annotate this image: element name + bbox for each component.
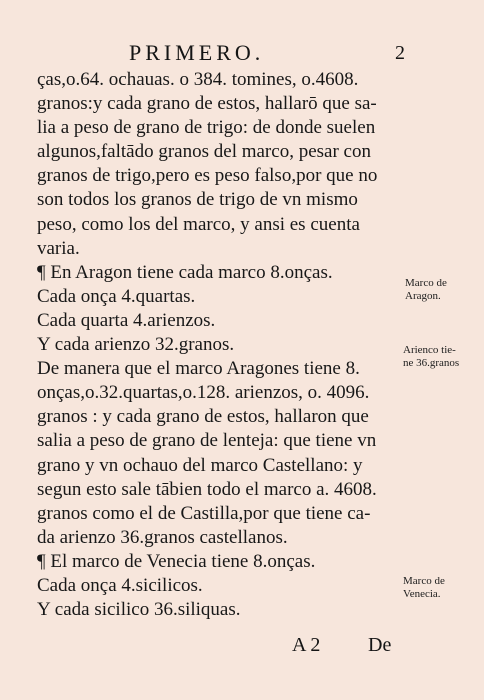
text-line: grano y vn ochauo del marco Castellano: y xyxy=(37,454,363,476)
margin-note-line: ne 36.granos xyxy=(403,357,460,369)
text-line: algunos,faltādo granos del marco, pesar con xyxy=(37,141,371,163)
text-line: Cada quarta 4.arienzos. xyxy=(37,309,216,331)
text-line: salia a peso de grano de lenteja: que tiene vn xyxy=(37,430,377,452)
page-header xyxy=(0,38,484,68)
margin-note-venecia xyxy=(403,575,445,601)
text-line: Y cada arienzo 32.granos. xyxy=(37,334,235,356)
folio-number: 2 xyxy=(395,42,405,64)
margin-note-line: Aragon. xyxy=(405,290,441,302)
text-line: ¶ El marco de Venecia tiene 8.onças. xyxy=(37,550,316,572)
text-line: peso, como los del marco, y ansi es cuenta xyxy=(37,213,360,235)
text-line: Cada onça 4.quartas. xyxy=(37,285,196,307)
text-line: Y cada sicilico 36.siliquas. xyxy=(37,599,241,621)
running-head: PRIMERO. xyxy=(129,40,265,65)
text-line: granos de trigo,pero es peso falso,por que no xyxy=(37,165,378,187)
text-line: lia a peso de grano de trigo: de donde suelen xyxy=(37,117,376,139)
text-line: De manera que el marco Aragones tiene 8. xyxy=(37,358,360,380)
page-footer xyxy=(0,630,484,660)
text-line: son todos los granos de trigo de vn mismo xyxy=(37,189,358,211)
margin-note-line: Arienco tie- xyxy=(403,344,456,356)
text-line: varia. xyxy=(37,237,80,259)
text-line: granos:y cada grano de estos, hallarō que sa- xyxy=(37,93,377,115)
margin-note-ariencos xyxy=(403,344,459,370)
catchword: De xyxy=(368,634,392,656)
margin-note-line: Venecia. xyxy=(403,588,441,600)
text-line: ¶ En Aragon tiene cada marco 8.onças. xyxy=(37,261,333,283)
text-line: granos como el de Castilla,por que tiene ca- xyxy=(37,502,371,524)
signature-mark: A 2 xyxy=(292,634,321,656)
text-line: Cada onça 4.sicilicos. xyxy=(37,574,203,596)
margin-note-aragon xyxy=(405,277,447,303)
text-line: ças,o.64. ochauas. o 384. tomines, o.4608. xyxy=(37,69,359,90)
text-line: granos : y cada grano de estos, hallaron que xyxy=(37,406,369,428)
text-line: segun esto sale tābien todo el marco a. 4608. xyxy=(37,478,377,500)
text-line: da arienzo 36.granos castellanos. xyxy=(37,526,288,548)
margin-note-line: Marco de xyxy=(403,575,445,587)
margin-note-line: Marco de xyxy=(405,277,447,289)
main-text-block xyxy=(37,68,402,622)
text-line: onças,o.32.quartas,o.128. arienzos, o. 4096. xyxy=(37,382,370,404)
